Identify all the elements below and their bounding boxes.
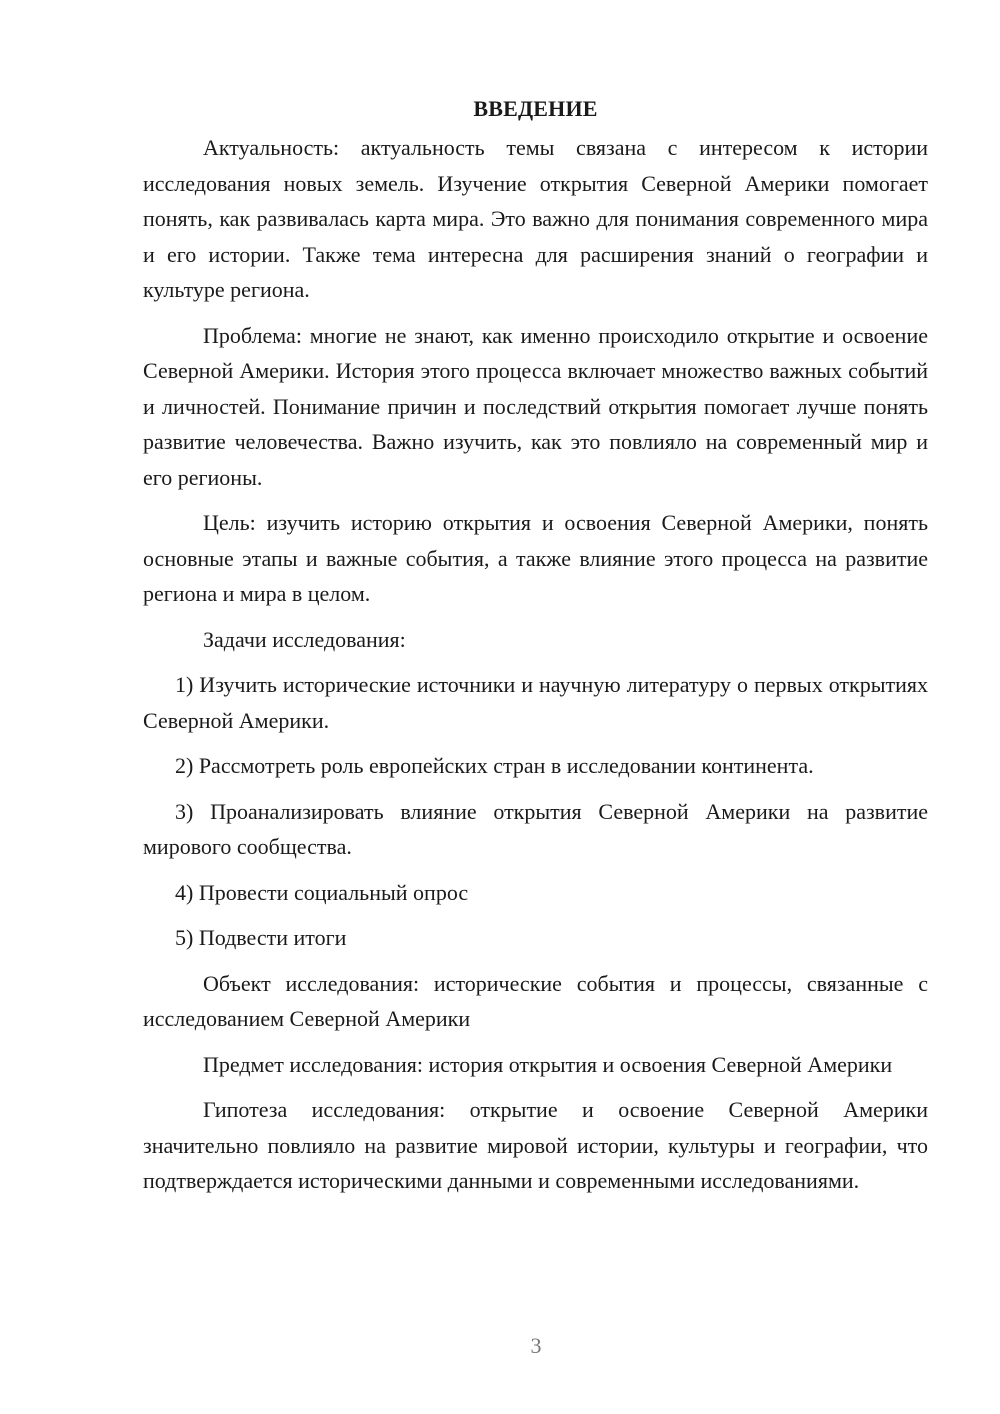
relevance-paragraph: Актуальность: актуальность темы связана с интересом к истории исследования новых земель. Изучение открытия Северной Америки помогает понять, как развивалась карта мира. Это важно для понимания современного мира и его истории. Также тема интересна для расширения знаний о географии и культуре региона. bbox=[143, 135, 928, 302]
task-item-5: 5) Подвести итоги bbox=[175, 925, 347, 950]
page-number: 3 bbox=[530, 1333, 542, 1358]
document-page bbox=[143, 92, 928, 1209]
task-item-4: 4) Провести социальный опрос bbox=[175, 879, 469, 905]
task-item-2: 2) Рассмотреть роль европейских стран в исследовании континента. bbox=[175, 753, 814, 778]
object-paragraph: Объект исследования: исторические события и процессы, связанные с исследованием Северной Америки bbox=[143, 970, 928, 1031]
goal-paragraph: Цель: изучить историю открытия и освоения Северной Америки, понять основные этапы и важные события, а также влияние этого процесса на развитие региона и мира в целом. bbox=[143, 510, 928, 606]
subject-paragraph: Предмет исследования: история открытия и освоения Северной Америки bbox=[203, 1051, 893, 1077]
tasks-heading: Задачи исследования: bbox=[203, 626, 406, 652]
hypothesis-paragraph: Гипотеза исследования: открытие и освоение Северной Америки значительно повлияло на развитие мировой истории, культуры и географии, что подтверждается историческими данными и современными исследованиями. bbox=[143, 1097, 928, 1193]
task-item-3: 3) Проанализировать влияние открытия Северной Америки на развитие мирового сообщества. bbox=[143, 798, 928, 859]
section-title: ВВЕДЕНИЕ bbox=[473, 96, 598, 121]
task-item-1: 1) Изучить исторические источники и научную литературу о первых открытиях Северной Америки. bbox=[143, 672, 928, 733]
problem-paragraph: Проблема: многие не знают, как именно происходило открытие и освоение Северной Америки. История этого процесса включает множество важных событий и личностей. Понимание причин и последствий открытия помогает лучше понять развитие человечества. Важно изучить, как это повлияло на современный мир и его регионы. bbox=[143, 322, 928, 490]
